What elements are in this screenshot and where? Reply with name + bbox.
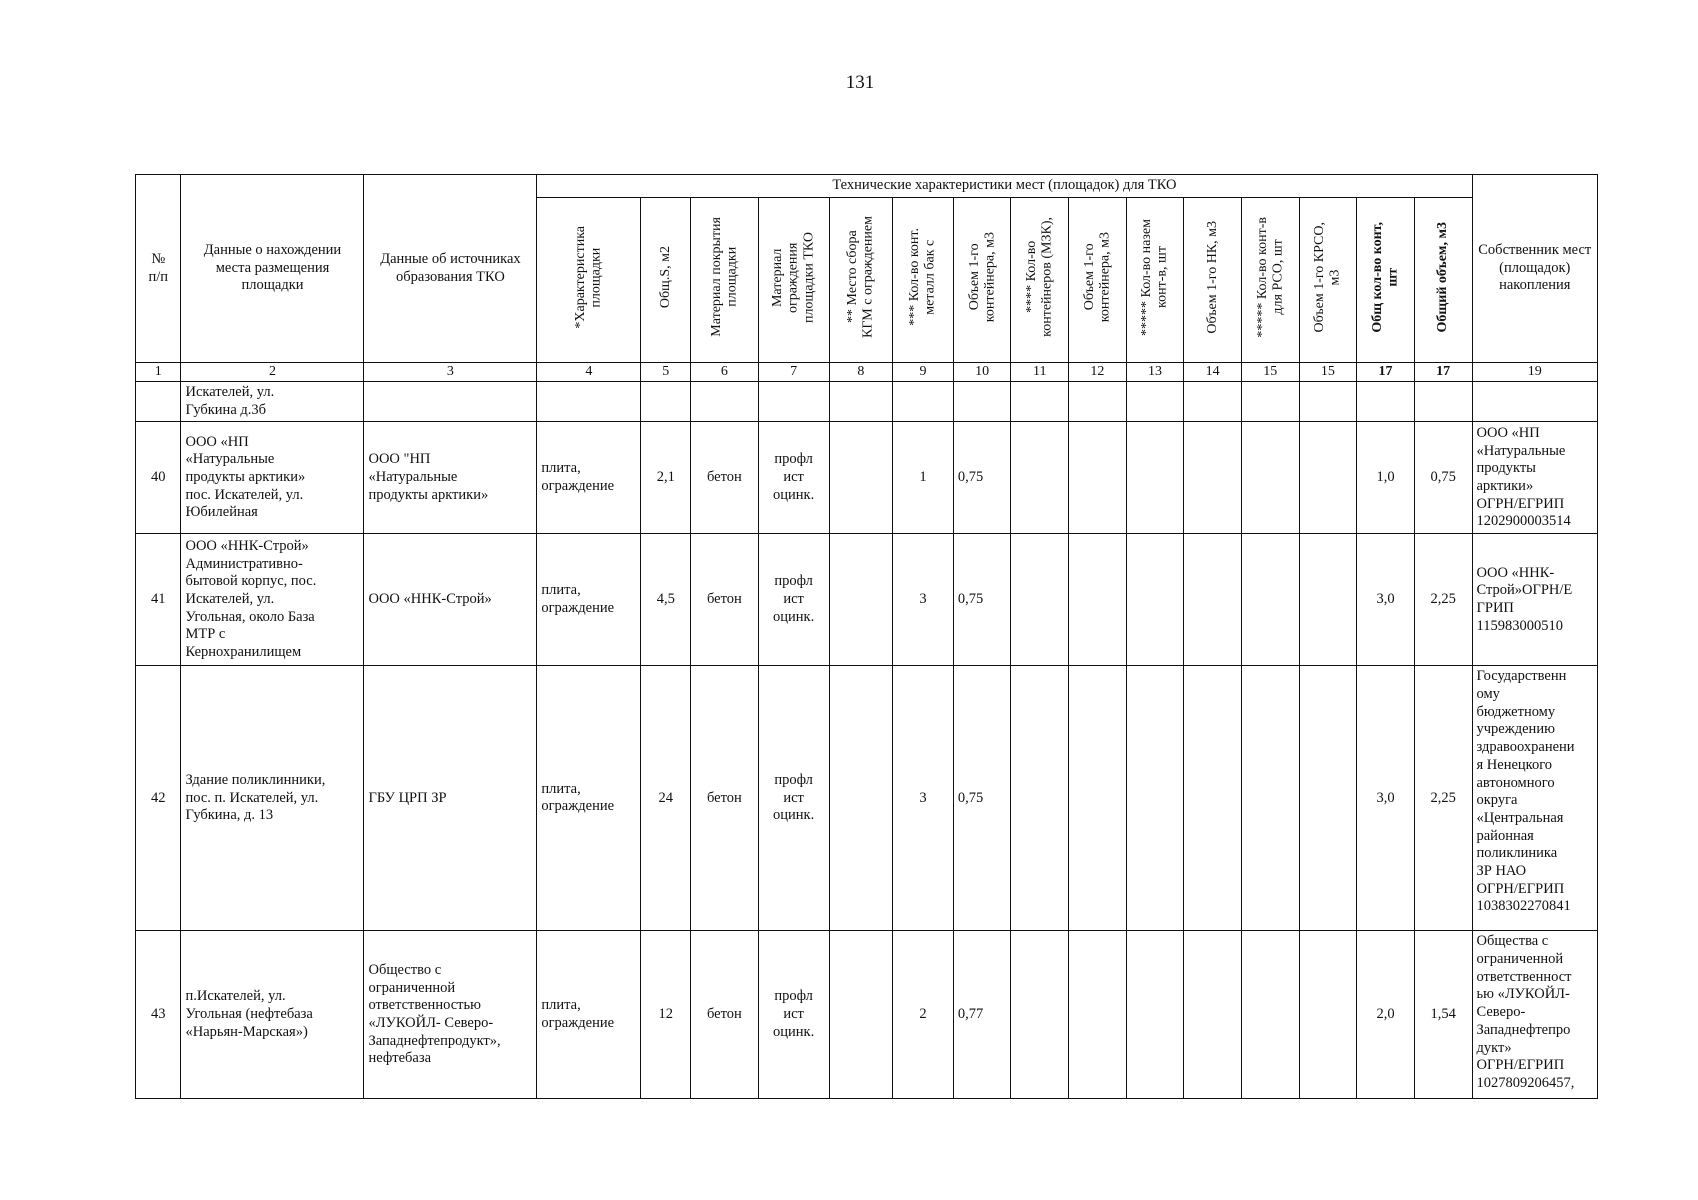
header-metal-count: *** Кол-во конт. металл бак с (893, 198, 954, 363)
cell-location: Здание поликлинники, пос. п. Искателей, ул. Губкина, д. 13 (181, 666, 364, 931)
header-metal-volume: Объем 1-го контейнера, м3 (953, 198, 1011, 363)
cell-total-volume: 0,75 (1414, 422, 1472, 534)
colnum-8: 8 (829, 363, 893, 382)
cell-num: 41 (136, 534, 181, 666)
cell-location: Искателей, ул. Губкина д.3б (181, 382, 364, 422)
header-kgm-place: ** Место сбора КГМ с ограждением (829, 198, 893, 363)
cell-empty (1241, 382, 1299, 422)
cell-area: 4,5 (641, 534, 691, 666)
cell-empty (1184, 382, 1242, 422)
cell-rso-volume (1299, 931, 1357, 1099)
colnum-9: 9 (893, 363, 954, 382)
cell-empty (537, 382, 641, 422)
header-owner: Собственник мест (площадок) накопления (1472, 175, 1598, 363)
header-total-volume: Общий объем, м3 (1414, 198, 1472, 363)
cell-site-type: плита, ограждение (537, 422, 641, 534)
cell-fence: профл ист оцинк. (758, 931, 829, 1099)
colnum-3: 3 (364, 363, 537, 382)
colnum-17b: 17 (1414, 363, 1472, 382)
cell-kgm (829, 931, 893, 1099)
header-row-top (136, 175, 1598, 198)
cell-area: 12 (641, 931, 691, 1099)
colnum-15b: 15 (1299, 363, 1357, 382)
cell-surface: бетон (691, 422, 759, 534)
cell-area: 24 (641, 666, 691, 931)
header-num: № п/п (136, 175, 181, 363)
cell-metal-volume: 0,75 (953, 422, 1011, 534)
table-row (136, 666, 1598, 931)
cell-nk-count (1126, 666, 1184, 931)
cell-owner: Общества с ограниченной ответственност ью «ЛУКОЙЛ- Северо- Западнефтепро дукт» ОГРН/ЕГРИП 1027809206457, (1472, 931, 1598, 1099)
cell-total-volume: 2,25 (1414, 666, 1472, 931)
colnum-17a: 17 (1357, 363, 1415, 382)
cell-total-count: 1,0 (1357, 422, 1415, 534)
cell-fence: профл ист оцинк. (758, 666, 829, 931)
colnum-12: 12 (1069, 363, 1127, 382)
header-location: Данные о нахождении места размещения площадки (181, 175, 364, 363)
cell-mzk-volume (1069, 666, 1127, 931)
header-source: Данные об источниках образования ТКО (364, 175, 537, 363)
table-row-continuation (136, 382, 1598, 422)
colnum-7: 7 (758, 363, 829, 382)
cell-empty (953, 382, 1011, 422)
colnum-13: 13 (1126, 363, 1184, 382)
table-row (136, 534, 1598, 666)
cell-empty (1414, 382, 1472, 422)
cell-surface: бетон (691, 534, 759, 666)
colnum-1: 1 (136, 363, 181, 382)
cell-location: ООО «ННК-Строй» Административно- бытовой корпус, пос. Искателей, ул. Угольная, около База МТР с Кернохранилищем (181, 534, 364, 666)
table-row (136, 422, 1598, 534)
cell-rso-volume (1299, 534, 1357, 666)
cell-fence: профл ист оцинк. (758, 422, 829, 534)
cell-owner: ООО «НП «Натуральные продукты арктики» ОГРН/ЕГРИП 1202900003514 (1472, 422, 1598, 534)
colnum-10: 10 (953, 363, 1011, 382)
cell-empty (1299, 382, 1357, 422)
header-surface-material: Материал покрытия площадки (691, 198, 759, 363)
cell-kgm (829, 422, 893, 534)
cell-nk-volume (1184, 422, 1242, 534)
colnum-11: 11 (1011, 363, 1069, 382)
cell-num: 40 (136, 422, 181, 534)
cell-num: 43 (136, 931, 181, 1099)
colnum-5: 5 (641, 363, 691, 382)
header-total-count: Общ кол-во конт, шт (1357, 198, 1415, 363)
cell-owner: ООО «ННК- Строй»ОГРН/Е ГРИП 115983000510 (1472, 534, 1598, 666)
cell-empty (641, 382, 691, 422)
cell-empty (364, 382, 537, 422)
cell-nk-volume (1184, 666, 1242, 931)
header-nk-count: ***** Кол-во назем конт-в, шт (1126, 198, 1184, 363)
cell-source: ООО "НП «Натуральные продукты арктики» (364, 422, 537, 534)
cell-mzk-volume (1069, 422, 1127, 534)
cell-site-type: плита, ограждение (537, 534, 641, 666)
cell-empty (1357, 382, 1415, 422)
cell-mzk-volume (1069, 931, 1127, 1099)
cell-empty (893, 382, 954, 422)
cell-nk-count (1126, 931, 1184, 1099)
tko-sites-table (135, 174, 1598, 1099)
cell-fence: профл ист оцинк. (758, 534, 829, 666)
colnum-15a: 15 (1241, 363, 1299, 382)
cell-total-volume: 1,54 (1414, 931, 1472, 1099)
header-mzk-volume: Объем 1-го контейнера, м3 (1069, 198, 1127, 363)
cell-rso-count (1241, 666, 1299, 931)
colnum-2: 2 (181, 363, 364, 382)
cell-owner: Государственн ому бюджетному учреждению здравоохранени я Ненецкого автономного округа «Центральная районная поликлиника ЗР НАО ОГРН/ЕГРИП 1038302270841 (1472, 666, 1598, 931)
cell-area: 2,1 (641, 422, 691, 534)
header-site-type: *Характеристика площадки (537, 198, 641, 363)
header-mzk-count: **** Кол-во контейнеров (МЗК), (1011, 198, 1069, 363)
cell-rso-volume (1299, 422, 1357, 534)
cell-empty (1472, 382, 1598, 422)
cell-mzk-count (1011, 931, 1069, 1099)
cell-location: п.Искателей, ул. Угольная (нефтебаза «Нарьян-Марская») (181, 931, 364, 1099)
header-rso-count: ***** Кол-во конт-в для РСО, шт (1241, 198, 1299, 363)
cell-nk-count (1126, 422, 1184, 534)
cell-empty (136, 382, 181, 422)
cell-metal-volume: 0,75 (953, 666, 1011, 931)
colnum-4: 4 (537, 363, 641, 382)
cell-surface: бетон (691, 931, 759, 1099)
cell-source: ООО «ННК-Строй» (364, 534, 537, 666)
cell-rso-count (1241, 931, 1299, 1099)
cell-nk-count (1126, 534, 1184, 666)
cell-metal-count: 3 (893, 534, 954, 666)
cell-total-count: 2,0 (1357, 931, 1415, 1099)
cell-kgm (829, 666, 893, 931)
cell-mzk-volume (1069, 534, 1127, 666)
header-tech-group: Технические характеристики мест (площадок) для ТКО (537, 175, 1472, 198)
header-area: Общ.S, м2 (641, 198, 691, 363)
cell-mzk-count (1011, 534, 1069, 666)
cell-metal-count: 3 (893, 666, 954, 931)
cell-total-count: 3,0 (1357, 666, 1415, 931)
cell-source: Общество с ограниченной ответственностью «ЛУКОЙЛ- Северо- Западнефтепродукт», нефтебаза (364, 931, 537, 1099)
cell-empty (691, 382, 759, 422)
cell-surface: бетон (691, 666, 759, 931)
colnum-6: 6 (691, 363, 759, 382)
header-nk-volume: Объем 1-го НК, м3 (1184, 198, 1242, 363)
cell-nk-volume (1184, 931, 1242, 1099)
cell-kgm (829, 534, 893, 666)
cell-empty (829, 382, 893, 422)
cell-location: ООО «НП «Натуральные продукты арктики» пос. Искателей, ул. Юбилейная (181, 422, 364, 534)
cell-empty (1126, 382, 1184, 422)
header-rso-volume: Объем 1-го КРСО, м3 (1299, 198, 1357, 363)
cell-metal-count: 2 (893, 931, 954, 1099)
cell-source: ГБУ ЦРП ЗР (364, 666, 537, 931)
cell-metal-volume: 0,75 (953, 534, 1011, 666)
cell-num: 42 (136, 666, 181, 931)
cell-site-type: плита, ограждение (537, 931, 641, 1099)
cell-site-type: плита, ограждение (537, 666, 641, 931)
header-fence-material: Материал ограждения площадки ТКО (758, 198, 829, 363)
table-row (136, 931, 1598, 1099)
cell-nk-volume (1184, 534, 1242, 666)
cell-total-volume: 2,25 (1414, 534, 1472, 666)
cell-metal-count: 1 (893, 422, 954, 534)
cell-mzk-count (1011, 666, 1069, 931)
cell-mzk-count (1011, 422, 1069, 534)
page-number: 131 (845, 72, 875, 93)
cell-rso-count (1241, 534, 1299, 666)
colnum-14: 14 (1184, 363, 1242, 382)
cell-rso-count (1241, 422, 1299, 534)
cell-total-count: 3,0 (1357, 534, 1415, 666)
cell-empty (1011, 382, 1069, 422)
cell-empty (1069, 382, 1127, 422)
colnum-19: 19 (1472, 363, 1598, 382)
cell-metal-volume: 0,77 (953, 931, 1011, 1099)
cell-rso-volume (1299, 666, 1357, 931)
column-number-row (136, 363, 1598, 382)
cell-empty (758, 382, 829, 422)
